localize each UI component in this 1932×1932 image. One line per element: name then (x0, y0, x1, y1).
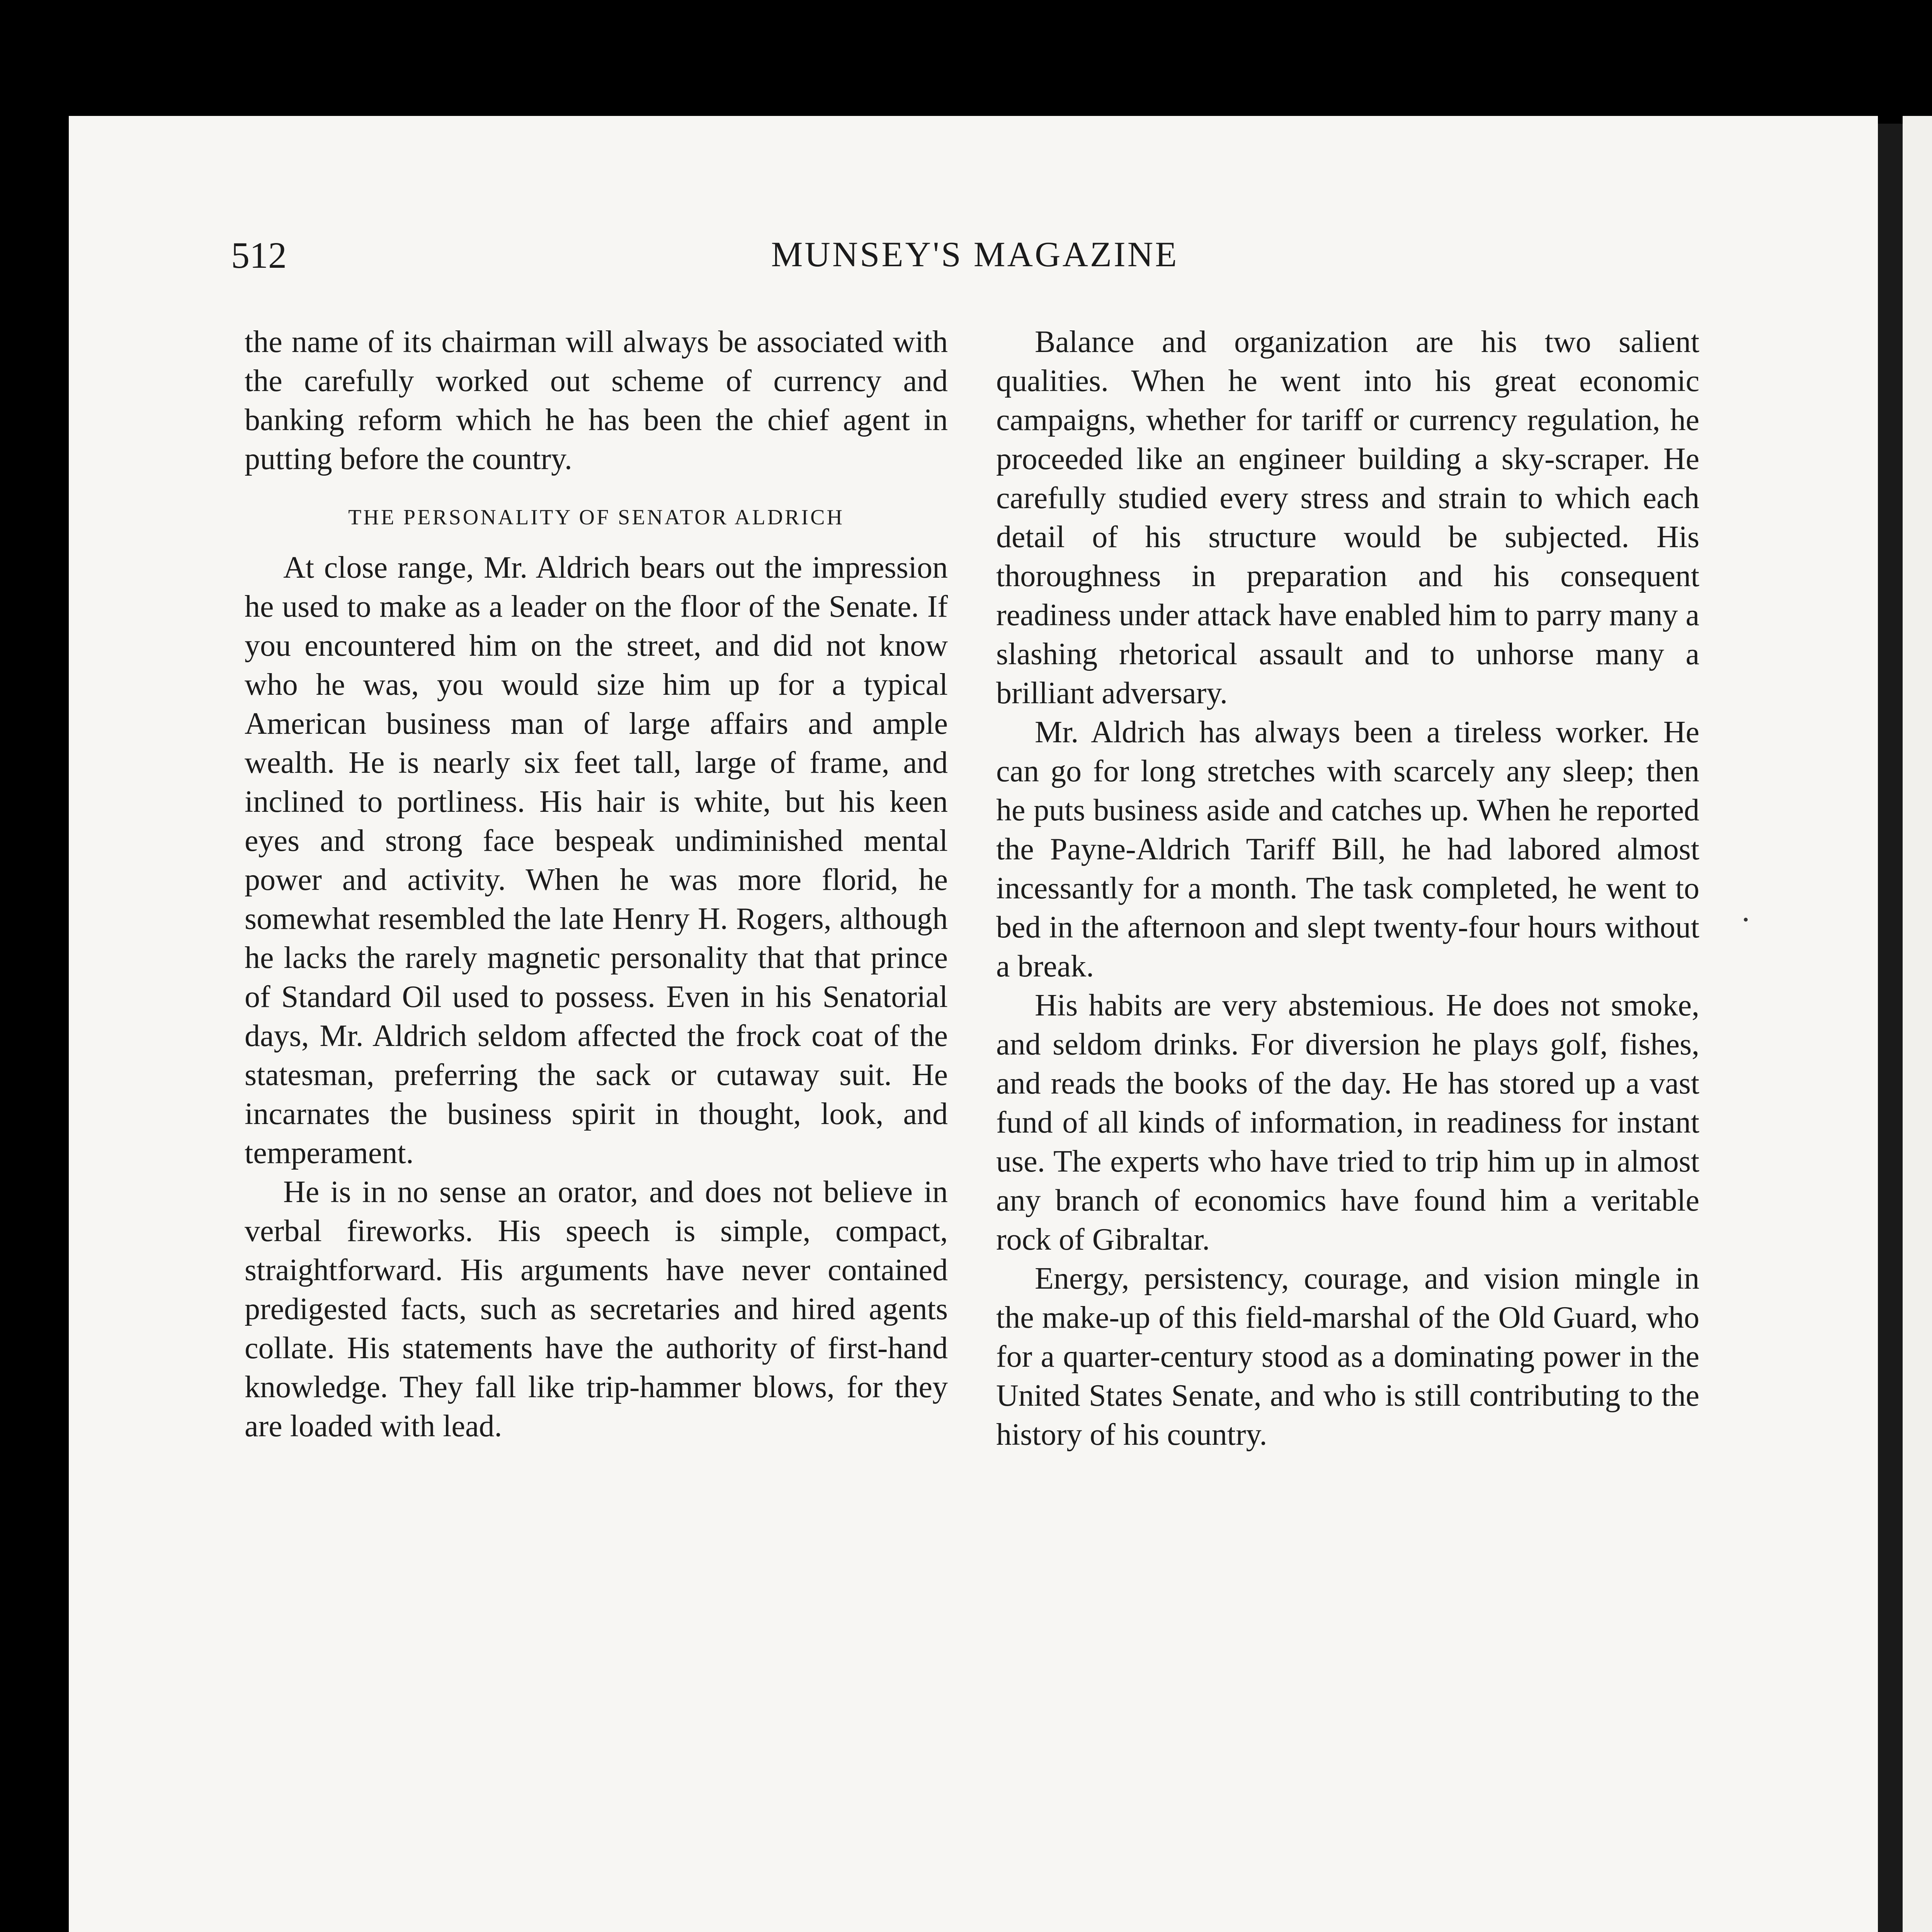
running-head: MUNSEY'S MAGAZINE (771, 235, 1179, 274)
article-right-column (996, 323, 1699, 1454)
article-paragraph: Balance and organization are his two salient qualities. When he went into his great economic campaigns, whether for tariff or currency regulation, he proceeded like an engineer building a sky-scraper. He carefully studied every stress and strain to which each detail of his structure would be subjected. His thoroughness in preparation and his consequent readiness under attack have enabled him to parry many a slashing rhetorical assault and to unhorse many a brilliant adversary. (996, 325, 1699, 710)
article-paragraph: Energy, persistency, courage, and vision mingle in the make-up of this field-marshal of the Old Guard, who for a quarter-century stood as a dominating power in the United States Senate, and who is still contributing to the history of his country. (996, 1262, 1699, 1452)
article-paragraph: His habits are very abstemious. He does not smoke, and seldom drinks. For diversion he plays golf, fishes, and reads the books of the day. He has stored up a vast fund of all kinds of information, in readiness for instant use. The experts who have tried to trip him up in almost any branch of economics have found him a veritable rock of Gibraltar. (996, 988, 1699, 1257)
article-paragraph: At close range, Mr. Aldrich bears out the impression he used to make as a leader on the floor of the Senate. If you encountered him on the street, and did not know who he was, you would size him up for a typical American business man of large affairs and ample wealth. He is nearly six feet tall, large of frame, and inclined to portliness. His hair is white, but his keen eyes and strong face bespeak undiminished mental power and activity. When he was more florid, he somewhat resembled the late Henry H. Rogers, although he lacks the rarely magnetic personality that that prince of Standard Oil used to possess. Even in his Senatorial days, Mr. Aldrich seldom affected the frock coat of the statesman, preferring the sack or cutaway suit. He incarnates the business spirit in thought, look, and temperament. (245, 551, 948, 1170)
magazine-page (69, 116, 1878, 1932)
article-paragraph: He is in no sense an orator, and does not believe in verbal fireworks. His speech is simple, compact, straightforward. His arguments have never contained predigested facts, such as secretaries and hired agents collate. His statements have the authority of first-hand knowledge. They fall like trip-hammer blows, for they are loaded with lead. (245, 1175, 948, 1443)
article-left-column (245, 323, 948, 1446)
article-paragraph: the name of its chairman will always be associated with the carefully worked out scheme of currency and banking reform which he has been the chief agent in putting before the country. (245, 325, 948, 476)
section-heading: THE PERSONALITY OF SENATOR ALDRICH (348, 505, 844, 529)
print-speck (1744, 918, 1748, 922)
article-paragraph: Mr. Aldrich has always been a tireless worker. He can go for long stretches with scarcely any sleep; then he puts business aside and catches up. When he reported the Payne-Aldrich Tariff Bill, he had labored almost incessantly for a month. The task completed, he went to bed in the afternoon and slept twenty-four hours without a break. (996, 715, 1699, 983)
page-number: 512 (231, 235, 287, 276)
page-header (231, 234, 1719, 284)
page-gutter-shadow (1878, 124, 1903, 1932)
adjacent-page-edge (1903, 116, 1932, 1932)
